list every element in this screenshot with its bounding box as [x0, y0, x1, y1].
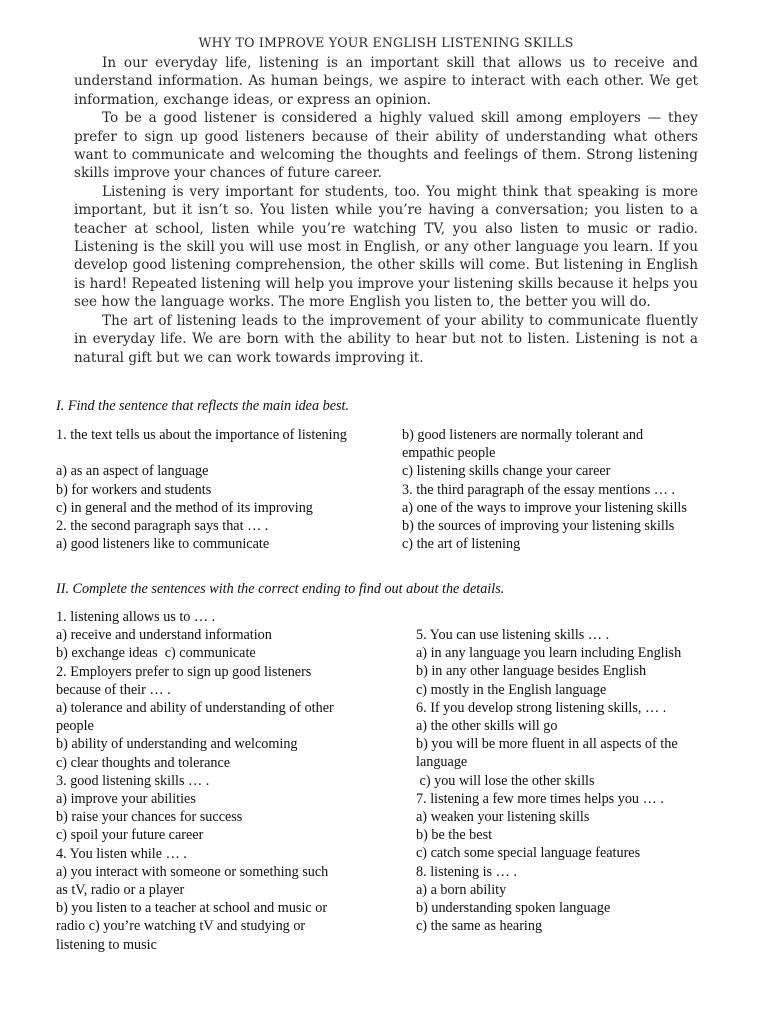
- exercise-line: a) the other skills will go: [416, 718, 558, 735]
- exercise-line: b) good listeners are normally tolerant and: [402, 427, 644, 443]
- exercise-line: b) ability of understanding and welcoming: [56, 736, 298, 753]
- exercise-line: c) listening skills change your career: [402, 463, 611, 480]
- exercise-line: 2. Employers prefer to sign up good listeners: [56, 663, 312, 680]
- exercise-line: 4. You listen while … .: [56, 845, 187, 862]
- exercise-2-title: II. Complete the sentences with the correct ending to find out about the details.: [56, 581, 505, 597]
- exercise-line: empathic people: [402, 445, 496, 462]
- passage-paragraph-3: Listening is very important for students, too. You might think that speaking is more important, but it isn’t so. You listen while you’re having a conversation; you listen to a teacher at school, listen while you’re watching TV, you also listen to music or radio. Listening is the skill you will use most in English, or any other language you learn. If you develop good listening comprehension, the other skills will come. But listening in English is hard! Repeated listening will help you improve your listening skills because it helps you see how the language works. The more English you listen to, the better you will do.: [74, 183, 698, 311]
- exercise-line: as tV, radio or a player: [56, 882, 185, 899]
- exercise-line: a) improve your abilities: [56, 791, 196, 808]
- exercise-line: c) spoil your future career: [56, 827, 204, 844]
- exercise-line: radio c) you’re watching tV and studying or: [56, 918, 306, 935]
- exercise-line: a) receive and understand information: [56, 627, 272, 644]
- exercise-1-left-column: [56, 426, 386, 553]
- exercise-line: b) understanding spoken language: [416, 900, 611, 917]
- exercise-line-gap: [56, 444, 386, 462]
- exercise-line: c) mostly in the English language: [416, 681, 607, 698]
- exercise-line: b) you will be more fluent in all aspects of the: [416, 736, 678, 753]
- exercise-line: language: [416, 754, 468, 771]
- exercise-line: c) catch some special language features: [416, 845, 641, 862]
- exercise-line: a) one of the ways to improve your listening skills: [402, 499, 687, 516]
- exercise-1-right-column: [402, 426, 742, 553]
- exercise-line: 3. the third paragraph of the essay mentions … .: [402, 481, 676, 498]
- exercise-1-title: I. Find the sentence that reflects the main idea best.: [56, 398, 349, 414]
- exercise-line: b) for workers and students: [56, 481, 212, 498]
- exercise-line: listening to music: [56, 936, 157, 953]
- exercise-line: a) tolerance and ability of understanding of other: [56, 700, 334, 717]
- exercise-line: b) in any other language besides English: [416, 663, 647, 680]
- exercise-line: c) you will lose the other skills: [416, 772, 595, 789]
- exercise-line: a) as an aspect of language: [56, 463, 209, 480]
- exercise-line: b) the sources of improving your listening skills: [402, 518, 675, 535]
- exercise-line: 3. good listening skills … .: [56, 772, 210, 789]
- exercise-line: a) in any language you learn including English: [416, 645, 682, 662]
- exercise-line: 6. If you develop strong listening skills, … .: [416, 699, 667, 716]
- reading-passage: [74, 34, 698, 367]
- exercise-line: b) exchange ideas c) communicate: [56, 645, 256, 662]
- passage-title: WHY TO IMPROVE YOUR ENGLISH LISTENING SKILLS: [198, 35, 574, 50]
- exercise-line: c) in general and the method of its improving: [56, 499, 313, 516]
- exercise-line: people: [56, 718, 94, 735]
- exercise-line: a) weaken your listening skills: [416, 809, 590, 826]
- exercise-line: c) clear thoughts and tolerance: [56, 754, 231, 771]
- exercise-line: 7. listening a few more times helps you … .: [416, 790, 664, 807]
- exercise-line: 8. listening is … .: [416, 863, 517, 880]
- passage-paragraph-4: The art of listening leads to the improvement of your ability to communicate fluently in everyday life. We are born with the ability to hear but not to listen. Listening is not a natural gift but we can work towards improving it.: [74, 312, 698, 366]
- exercise-2-right-column: [416, 626, 746, 935]
- exercise-line: b) you listen to a teacher at school and music or: [56, 900, 328, 917]
- exercise-line: c) the art of listening: [402, 536, 521, 553]
- exercise-line: 1. the text tells us about the importance of listening: [56, 427, 347, 443]
- exercise-2-left-column: [56, 608, 376, 954]
- exercise-line: c) the same as hearing: [416, 918, 543, 935]
- exercise-line: a) good listeners like to communicate: [56, 536, 270, 553]
- passage-paragraph-2: To be a good listener is considered a highly valued skill among employers — they prefer to sign up good listeners because of their ability of understanding what others want to communicate and welcoming the thoughts and feelings of them. Strong listening skills improve your chances of future career.: [74, 110, 698, 182]
- exercise-line: a) you interact with someone or something such: [56, 863, 329, 880]
- exercise-line: 5. You can use listening skills … .: [416, 627, 610, 643]
- exercise-line: because of their … .: [56, 681, 171, 698]
- exercise-line: b) raise your chances for success: [56, 809, 243, 826]
- exercise-line: a) a born ability: [416, 881, 507, 898]
- passage-paragraph-1: In our everyday life, listening is an important skill that allows us to receive and understand information. As human beings, we aspire to interact with each other. We get information, exchange ideas, or express an opinion.: [74, 55, 698, 108]
- exercise-line: b) be the best: [416, 827, 493, 844]
- exercise-line: 1. listening allows us to … .: [56, 609, 216, 625]
- exercise-line: 2. the second paragraph says that … .: [56, 518, 269, 534]
